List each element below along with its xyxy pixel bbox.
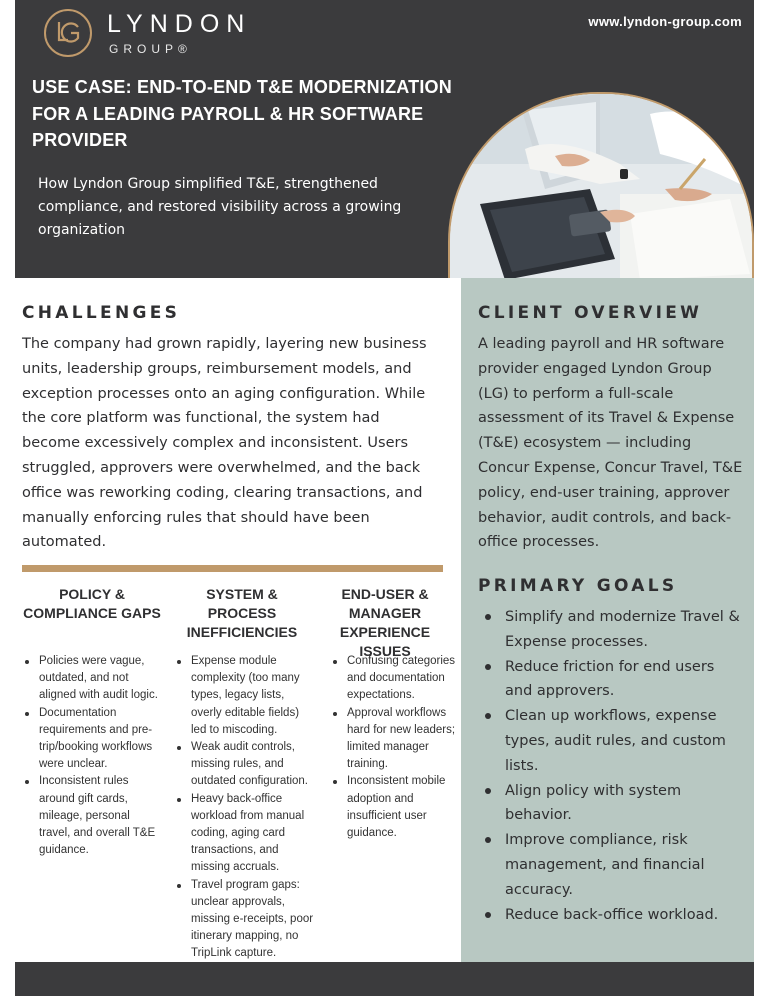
bullet-icon — [485, 664, 491, 670]
list-item-text: Reduce back-office workload. — [505, 906, 719, 923]
list-item-text: Improve compliance, risk management, and financial accuracy. — [505, 832, 705, 898]
page-title: USE CASE: END-TO-END T&E MODERNIZATION FOR A LEADING PAYROLL & HR SOFTWARE PROVIDER — [32, 77, 452, 150]
list-item-text: Documentation requirements and pre-trip/booking workflows were unclear. — [39, 706, 153, 771]
challenges-heading: CHALLENGES — [22, 303, 181, 323]
list-item-text: Policies were vague, outdated, and not aligned with audit logic. — [39, 655, 158, 702]
end-user-manager-heading: END-USER & MANAGER EXPERIENCE ISSUES — [339, 586, 431, 659]
policy-compliance-heading: POLICY & COMPLIANCE GAPS — [23, 586, 161, 621]
bullet-icon — [25, 660, 29, 664]
bullet-icon — [177, 660, 181, 664]
lg-logo-icon — [44, 9, 92, 57]
list-item — [174, 791, 316, 877]
list-item-text: Inconsistent rules around gift cards, mileage, personal travel, and overall T&E guidance. — [39, 775, 156, 857]
list-item-text: Align policy with system behavior. — [505, 782, 682, 824]
list-item — [478, 605, 746, 655]
list-item-text: Weak audit controls, missing rules, and outdated configuration. — [191, 741, 309, 788]
list-item-text: Heavy back-office workload from manual coding, aging card transactions, and missing accruals. — [191, 792, 305, 874]
primary-goals-heading: PRIMARY GOALS — [478, 576, 678, 596]
system-process-heading: SYSTEM & PROCESS INEFFICIENCIES — [186, 586, 298, 640]
list-item — [174, 739, 316, 791]
bullet-icon — [177, 884, 181, 888]
bullet-icon — [485, 837, 491, 843]
website-link[interactable]: www.lyndon-group.com — [588, 14, 742, 29]
brand-wordmark — [107, 10, 251, 56]
list-item — [478, 704, 746, 778]
list-item-text: Expense module complexity (too many types, legacy lists, overly editable fields) led to miscoding. — [191, 655, 300, 736]
list-item-text: Reduce friction for end users and approvers. — [505, 658, 715, 700]
list-item — [330, 705, 458, 774]
bullet-icon — [333, 660, 337, 664]
list-item — [22, 705, 162, 774]
list-item — [478, 779, 746, 829]
list-item-text: Inconsistent mobile adoption and insufficient user guidance. — [347, 775, 446, 840]
bullet-icon — [177, 798, 181, 802]
section-divider — [22, 565, 443, 572]
bullet-icon — [485, 713, 491, 719]
list-item-text: Travel program gaps: unclear approvals, missing e-receipts, poor itinerary mapping, no TripLink capture. — [191, 878, 314, 960]
list-item — [174, 877, 316, 963]
page-subtitle: How Lyndon Group simplified T&E, strengthened compliance, and restored visibility across a growing organization — [38, 176, 402, 238]
bullet-icon — [177, 746, 181, 750]
list-item-text: Simplify and modernize Travel & Expense processes. — [505, 609, 740, 650]
list-item — [174, 653, 316, 739]
end-user-manager-list — [330, 653, 458, 842]
brand-name: LYNDON — [107, 10, 252, 38]
list-item — [478, 828, 746, 902]
primary-goals-list — [478, 605, 746, 927]
bullet-icon — [25, 712, 29, 716]
bullet-icon — [333, 780, 337, 784]
brand-sub: GROUP® — [109, 42, 192, 56]
list-item-text: Confusing categories and documentation expectations. — [347, 655, 456, 702]
list-item-text: Approval workflows hard for new leaders; limited manager training. — [347, 706, 456, 771]
client-overview-heading: CLIENT OVERVIEW — [478, 303, 703, 323]
list-item-text: Clean up workflows, expense types, audit rules, and custom lists. — [505, 708, 726, 774]
bullet-icon — [485, 614, 491, 620]
list-item — [330, 653, 458, 705]
footer-bar — [15, 962, 754, 996]
bullet-icon — [333, 712, 337, 716]
list-item — [22, 773, 162, 859]
list-item — [478, 655, 746, 705]
list-item — [22, 653, 162, 705]
client-overview-body: A leading payroll and HR software provider engaged Lyndon Group (LG) to perform a full-scale assessment of its Travel & Expense (T&E) ecosystem — including Concur Expense, Concur Travel, T&E policy, end-user training, approver behavior, audit controls, and back-office processes. — [478, 336, 743, 551]
system-process-list — [174, 653, 316, 963]
bullet-icon — [485, 788, 491, 794]
bullet-icon — [485, 912, 491, 918]
policy-compliance-list — [22, 653, 162, 859]
list-item — [330, 773, 458, 842]
list-item — [478, 903, 746, 928]
bullet-icon — [25, 780, 29, 784]
challenges-body: The company had grown rapidly, layering new business units, leadership groups, reimbursement models, and exception processes onto an aging configuration. While the core platform was functional, the system had become excessively complex and inconsistent. Users struggled, approvers were overwhelmed, and the back office was reworking coding, clearing transactions, and manually enforcing rules that should have been automated. — [22, 336, 427, 551]
